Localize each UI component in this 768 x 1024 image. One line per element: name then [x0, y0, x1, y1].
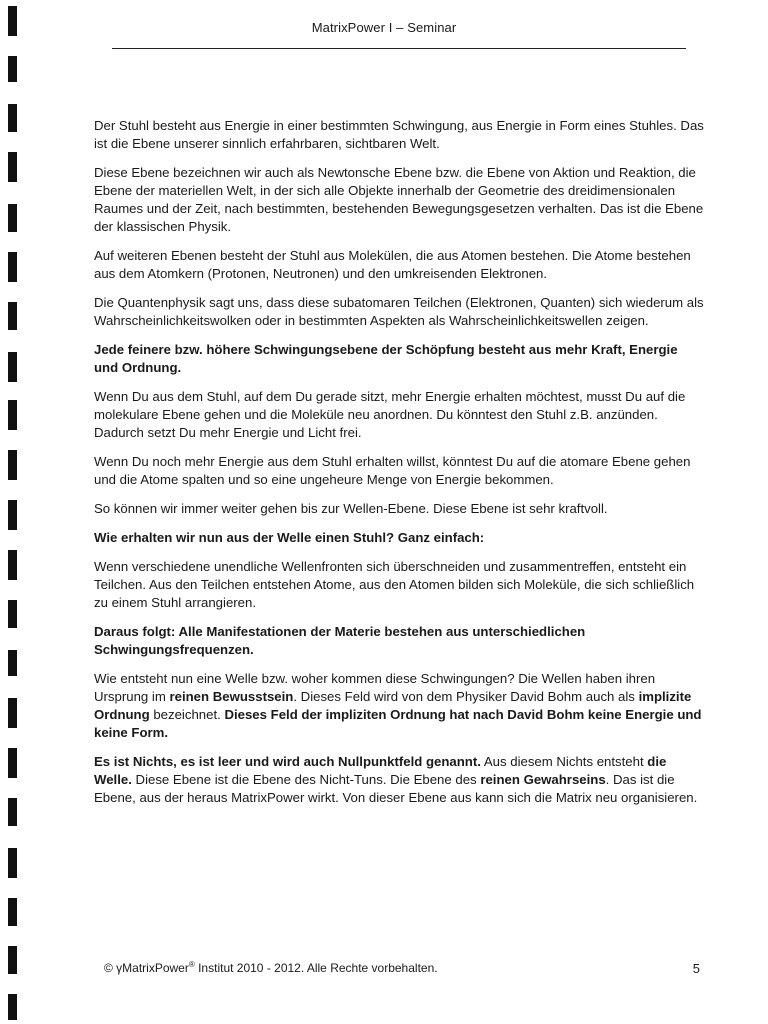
text-run: Diese Ebene ist die Ebene des Nicht-Tuns. Die Ebene des: [131, 772, 481, 787]
binding-hole: [8, 748, 17, 778]
bold-text-run: Es ist Nichts, es ist leer und wird auch Nullpunktfeld genannt.: [94, 754, 481, 769]
paragraph: [94, 388, 704, 442]
binding-hole: [8, 204, 17, 232]
text-run: Aus diesem Nichts entsteht: [480, 754, 648, 769]
copyright-rights: Institut 2010 - 2012. Alle Rechte vorbehalten.: [194, 961, 438, 975]
binding-hole: [8, 500, 17, 530]
text-run: Wenn Du aus dem Stuhl, auf dem Du gerade sitzt, mehr Energie erhalten möchtest, musst Du auf die molekulare Ebene gehen und die Moleküle neu anordnen. Du könntest den Stuhl z.B. anzünden. Dadurch setzt Du mehr Energie und Licht frei.: [94, 389, 686, 440]
binding-hole: [8, 302, 17, 330]
bold-text-run: Dieses Feld der impliziten Ordnung hat nach David Bohm keine Energie und keine Form.: [94, 707, 702, 740]
binding-hole: [8, 798, 17, 826]
paragraph: [94, 294, 704, 330]
text-run: Wenn verschiedene unendliche Wellenfronten sich überschneiden und zusammentreffen, entsteht ein Teilchen. Aus den Teilchen entstehen Atome, aus den Atomen bilden sich Moleküle, die sich schließlich zu einem Stuhl arrangieren.: [94, 559, 695, 610]
paragraph: [94, 500, 704, 518]
paragraph: [94, 529, 704, 547]
text-run: Der Stuhl besteht aus Energie in einer bestimmten Schwingung, aus Energie in Form eines Stuhles. Das ist die Ebene unserer sinnlich erfahrbaren, sichtbaren Welt.: [94, 118, 704, 151]
page-header: [0, 20, 768, 35]
binding-hole: [8, 450, 17, 480]
bold-text-run: reinen Gewahrseins: [480, 772, 606, 787]
paragraph: [94, 247, 704, 283]
binding-hole: [8, 650, 17, 676]
text-run: Die Quantenphysik sagt uns, dass diese subatomaren Teilchen (Elektronen, Quanten) sich wiederum als Wahrscheinlichkeitswolken oder in bestimmten Aspekten als Wahrscheinlichkeitswellen zeigen.: [94, 295, 704, 328]
bold-text-run: Jede feinere bzw. höhere Schwingungsebene der Schöpfung besteht aus mehr Kraft, Energie und Ordnung.: [94, 342, 678, 375]
paragraph: [94, 453, 704, 489]
bold-text-run: Daraus folgt: Alle Manifestationen der Materie bestehen aus unterschiedlichen Schwingungsfrequenzen.: [94, 624, 586, 657]
binding-hole: [8, 152, 17, 182]
binding-hole: [8, 400, 17, 430]
binding-hole: [8, 600, 17, 628]
text-run: So können wir immer weiter gehen bis zur Wellen-Ebene. Diese Ebene ist sehr kraftvoll.: [94, 501, 608, 516]
bold-text-run: implizite Ordnung: [94, 689, 692, 722]
binding-hole: [8, 252, 17, 282]
page-number: 5: [692, 961, 700, 976]
paragraph: [94, 558, 704, 612]
paragraph: [94, 341, 704, 377]
paragraph: [94, 753, 704, 807]
binding-hole: [8, 898, 17, 926]
header-title: MatrixPower I – Seminar: [311, 20, 457, 35]
text-run: Wenn Du noch mehr Energie aus dem Stuhl erhalten willst, könntest Du auf die atomare Ebene gehen und die Atome spalten und so eine ungeheure Menge von Energie bekommen.: [94, 454, 691, 487]
paragraph: [94, 164, 704, 236]
binding-hole: [8, 352, 17, 382]
bold-text-run: die Welle.: [94, 754, 667, 787]
registered-mark: ®: [188, 960, 195, 969]
text-run: . Das ist die Ebene, aus der heraus MatrixPower wirkt. Von dieser Ebene aus kann sich die Matrix neu organisieren.: [94, 772, 698, 805]
bold-text-run: Wie erhalten wir nun aus der Welle einen Stuhl? Ganz einfach:: [94, 530, 485, 545]
binding-hole: [8, 698, 17, 728]
text-run: Wie entsteht nun eine Welle bzw. woher kommen diese Schwingungen? Die Wellen haben ihren Ursprung im: [94, 671, 656, 704]
text-run: . Dieses Feld wird von dem Physiker David Bohm auch als: [293, 689, 639, 704]
binding-hole: [8, 56, 17, 82]
paragraph: [94, 623, 704, 659]
text-run: bezeichnet.: [149, 707, 225, 722]
binding-hole: [8, 550, 17, 580]
binding-holes: [0, 0, 24, 1024]
text-run: Diese Ebene bezeichnen wir auch als Newtonsche Ebene bzw. die Ebene von Aktion und Reaktion, die Ebene der materiellen Welt, in der sich alle Objekte innerhalb der Geometrie des dreidimensionalen Raumes und der Zeit, nach bestimmten, bestehenden Bewegungsgesetzen verhalten. Das ist die Ebene der klassischen Physik.: [94, 165, 704, 234]
copyright-brand: © γMatrixPower: [104, 961, 189, 975]
body-text: [94, 117, 704, 818]
text-run: Auf weiteren Ebenen besteht der Stuhl aus Molekülen, die aus Atomen bestehen. Die Atome bestehen aus dem Atomkern (Protonen, Neutronen) und den umkreisenden Elektronen.: [94, 248, 691, 281]
paragraph: [94, 670, 704, 742]
binding-hole: [8, 848, 17, 878]
copyright-notice: [104, 961, 438, 975]
header-rule: [112, 48, 686, 49]
binding-hole: [8, 946, 17, 974]
binding-hole: [8, 104, 17, 132]
bold-text-run: reinen Bewusstsein: [169, 689, 294, 704]
paragraph: [94, 117, 704, 153]
binding-hole: [8, 994, 17, 1020]
